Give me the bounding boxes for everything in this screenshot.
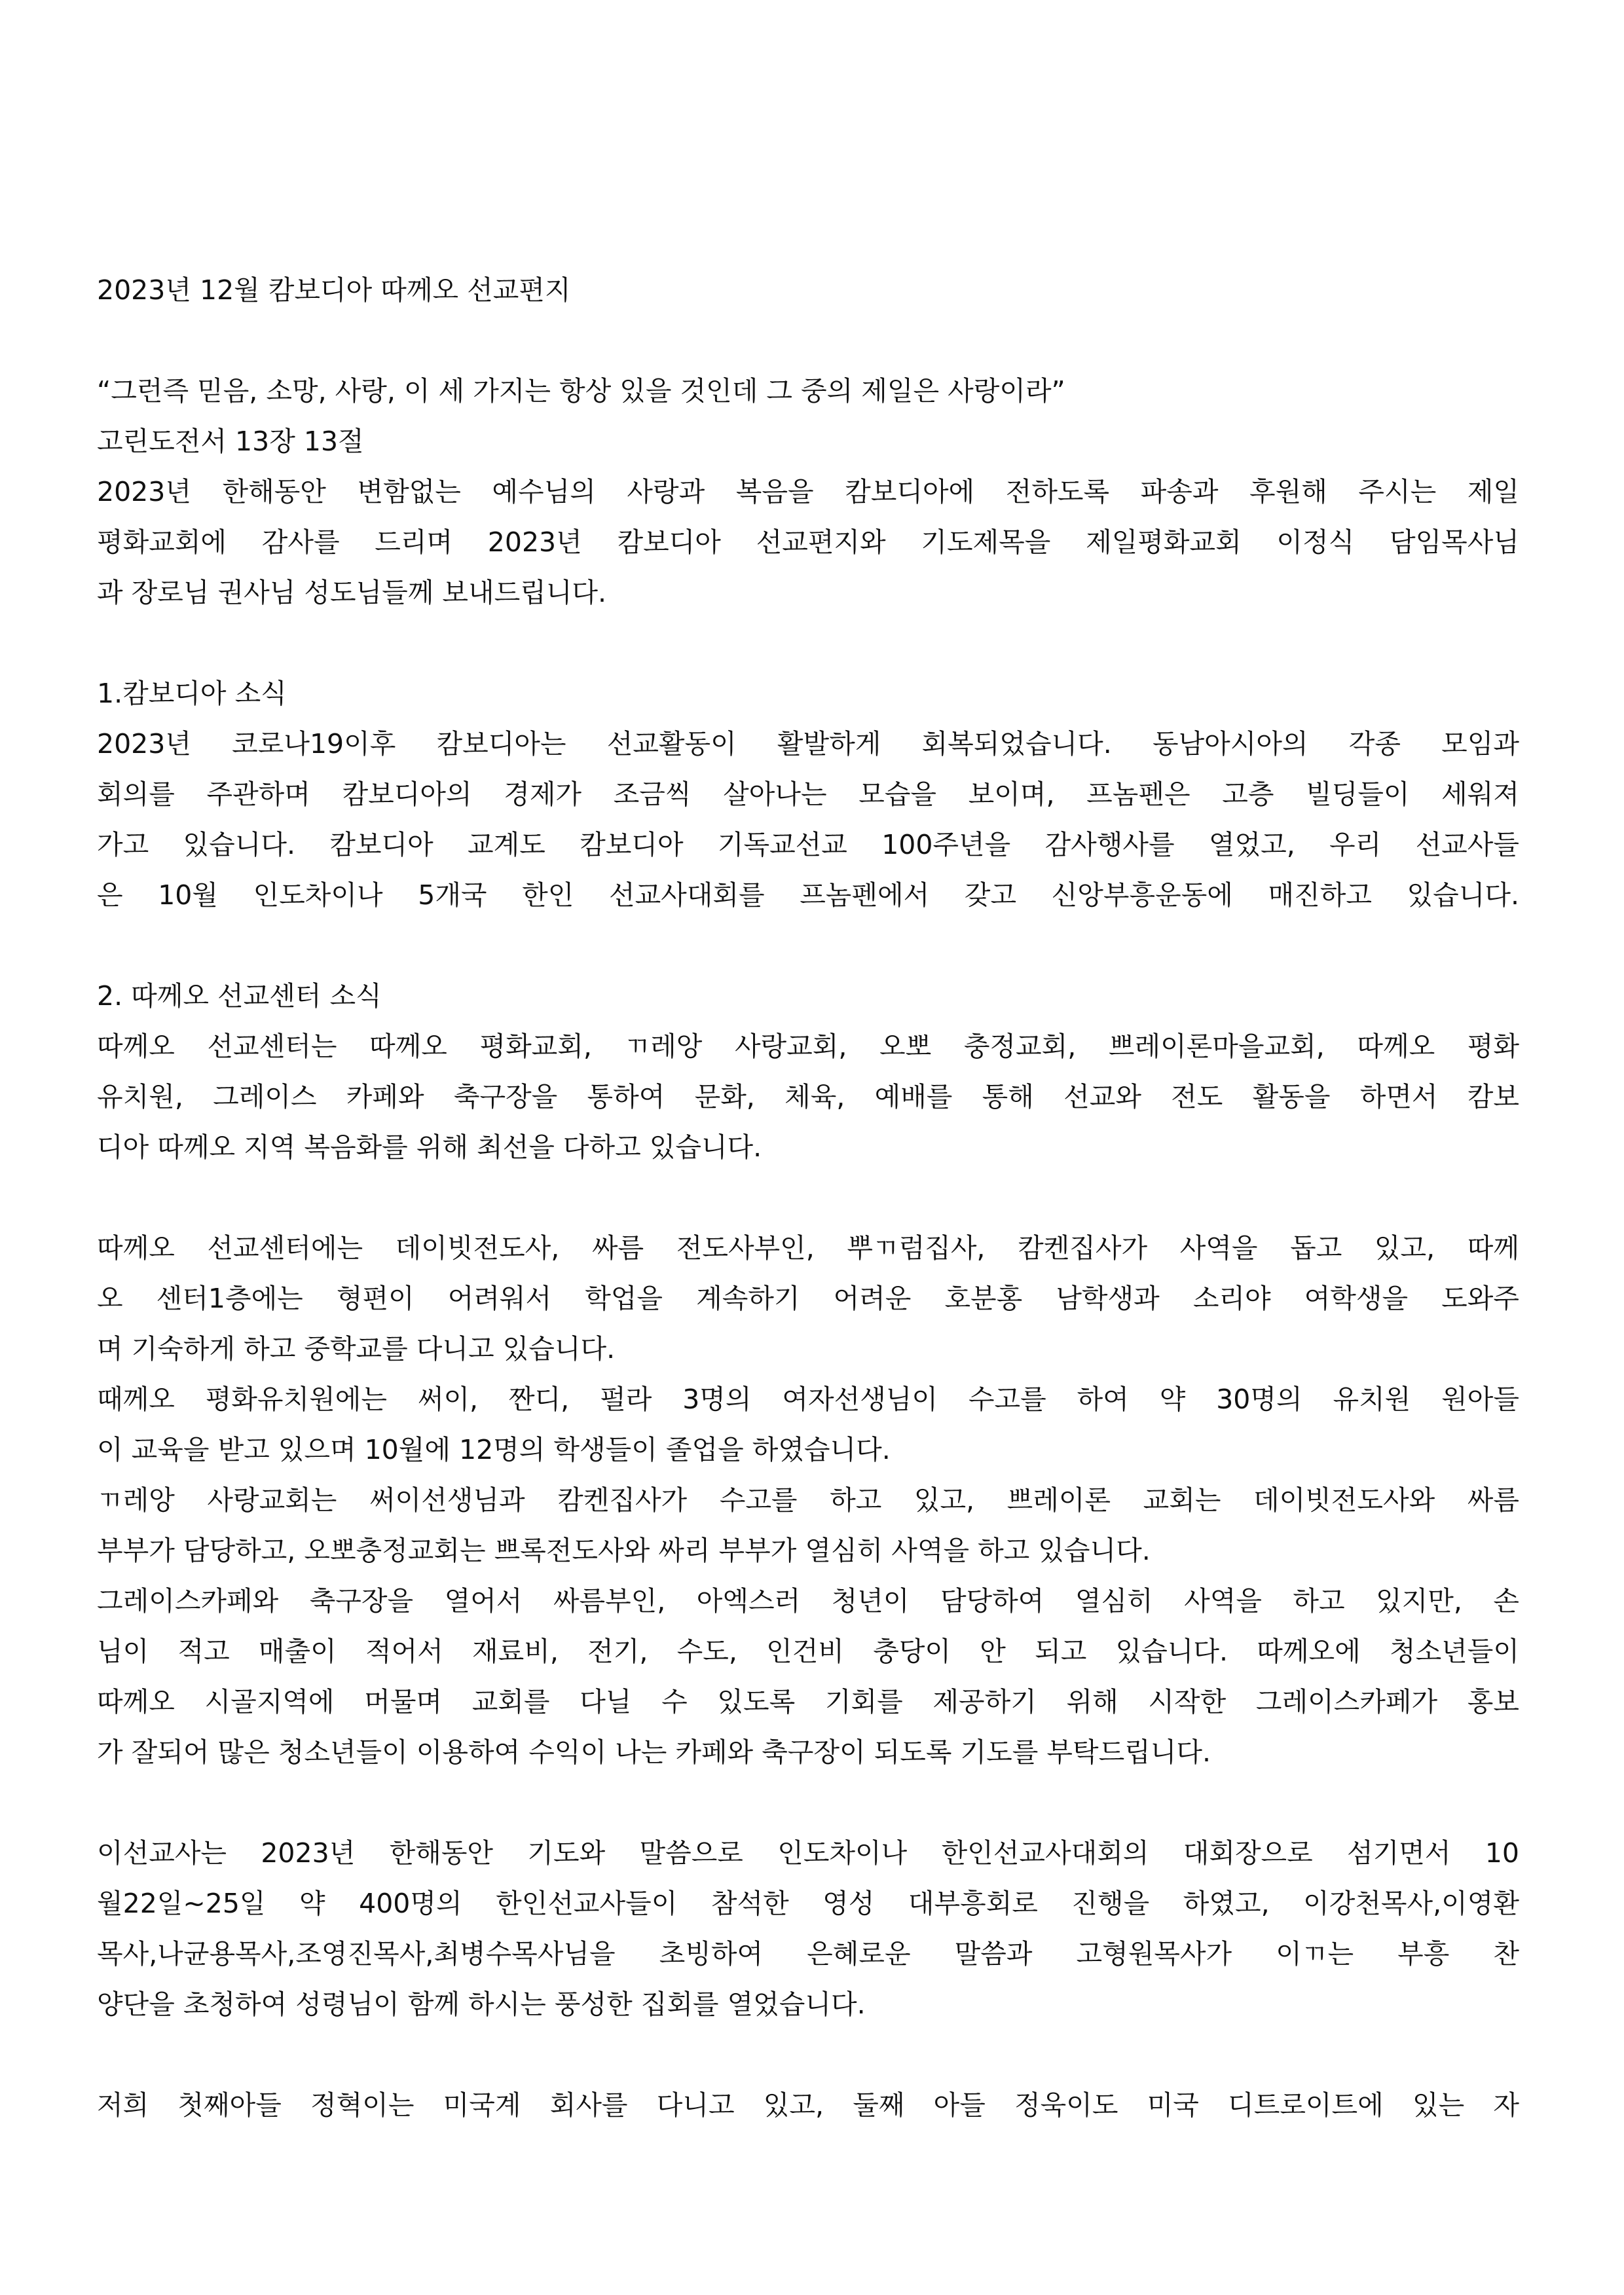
text-line: 2023년 한해동안 변함없는 예수님의 사랑과 복음을 캄보디아에 전하도록 파송과 후원해 주시는 제일 bbox=[97, 476, 1519, 507]
blank-line bbox=[97, 1173, 1519, 1223]
text-line: 목사,나균용목사,조영진목사,최병수목사님을 초빙하여 은혜로운 말씀과 고형원목사가 이ㄲ는 부흥 찬 bbox=[97, 1938, 1519, 1970]
text-line: 양단을 초청하여 성령님이 함께 하시는 풍성한 집회를 열었습니다. bbox=[97, 1989, 866, 2020]
section2-paragraph-3 bbox=[97, 1828, 1519, 2030]
text-line: 따께오 시골지역에 머물며 교회를 다닐 수 있도록 기회를 제공하기 위해 시작한 그레이스카페가 홍보 bbox=[97, 1686, 1519, 1717]
section2-paragraph-2 bbox=[97, 1223, 1519, 1778]
section2-paragraph-1 bbox=[97, 1021, 1519, 1173]
text-line: 저희 첫째아들 정혁이는 미국계 회사를 다니고 있고, 둘째 아들 정욱이도 미국 디트로이트에 있는 자 bbox=[97, 2089, 1519, 2121]
text-line: 월22일~25일 약 400명의 한인선교사들이 참석한 영성 대부흥회로 진행을 하였고, 이강천목사,이영환 bbox=[97, 1888, 1519, 1919]
text-line: 부부가 담당하고, 오뽀충정교회는 쁘록전도사와 싸리 부부가 열심히 사역을 하고 있습니다. bbox=[97, 1535, 1151, 1566]
intro-paragraph bbox=[97, 467, 1519, 618]
text-line: 유치원, 그레이스 카페와 축구장을 통하여 문화, 체육, 예배를 통해 선교와 전도 활동을 하면서 캄보 bbox=[97, 1081, 1519, 1112]
text-line: 이선교사는 2023년 한해동안 기도와 말씀으로 인도차이나 한인선교사대회의 대회장으로 섬기면서 10 bbox=[97, 1837, 1519, 1869]
section2-heading: 2. 따께오 선교센터 소식 bbox=[97, 980, 382, 1012]
text-line: 오 센터1층에는 형편이 어려워서 학업을 계속하기 어려운 호분홍 남학생과 소리야 여학생을 도와주 bbox=[97, 1283, 1519, 1314]
text-line: 평화교회에 감사를 드리며 2023년 캄보디아 선교편지와 기도제목을 제일평화교회 이정식 담임목사님 bbox=[97, 526, 1519, 558]
blank-line bbox=[97, 618, 1519, 669]
text-line: 가고 있습니다. 캄보디아 교계도 캄보디아 기독교선교 100주년을 감사행사를 열었고, 우리 선교사들 bbox=[97, 829, 1519, 860]
text-line: 그레이스카페와 축구장을 열어서 싸름부인, 아엑스러 청년이 담당하여 열심히 사역을 하고 있지만, 손 bbox=[97, 1585, 1519, 1617]
text-line: 따께오 선교센터에는 데이빗전도사, 싸름 전도사부인, 뿌ㄲ럼집사, 캄켄집사가 사역을 돕고 있고, 따께 bbox=[97, 1232, 1519, 1264]
verse-reference: 고린도전서 13장 13절 bbox=[97, 426, 364, 457]
blank-line bbox=[97, 316, 1519, 366]
section2-paragraph-4 bbox=[97, 2080, 1519, 2131]
section1-paragraph bbox=[97, 719, 1519, 921]
text-line: 회의를 주관하며 캄보디아의 경제가 조금씩 살아나는 모습을 보이며, 프놈펜은 고층 빌딩들이 세워져 bbox=[97, 779, 1519, 810]
blank-line bbox=[97, 1778, 1519, 1828]
verse-quote: “그런즉 믿음, 소망, 사랑, 이 세 가지는 항상 있을 것인데 그 중의 제일은 사랑이라” bbox=[97, 375, 1065, 407]
blank-line bbox=[97, 2030, 1519, 2080]
text-line: 가 잘되어 많은 청소년들이 이용하여 수익이 나는 카페와 축구장이 되도록 기도를 부탁드립니다. bbox=[97, 1736, 1211, 1768]
letter-page bbox=[97, 265, 1519, 2131]
text-line: 따께오 선교센터는 따께오 평화교회, ㄲ레앙 사랑교회, 오뽀 충정교회, 쁘레이론마을교회, 따께오 평화 bbox=[97, 1031, 1519, 1062]
text-line: 님이 적고 매출이 적어서 재료비, 전기, 수도, 인건비 충당이 안 되고 있습니다. 따께오에 청소년들이 bbox=[97, 1636, 1519, 1667]
text-line: 은 10월 인도차이나 5개국 한인 선교사대회를 프놈펜에서 갖고 신앙부흥운동에 매진하고 있습니다. bbox=[97, 879, 1519, 911]
text-line: 과 장로님 권사님 성도님들께 보내드립니다. bbox=[97, 577, 607, 608]
text-line: ㄲ레앙 사랑교회는 써이선생님과 캄켄집사가 수고를 하고 있고, 쁘레이론 교회는 데이빗전도사와 싸름 bbox=[97, 1484, 1519, 1516]
letter-title: 2023년 12월 캄보디아 따께오 선교편지 bbox=[97, 274, 571, 306]
text-line: 며 기숙하게 하고 중학교를 다니고 있습니다. bbox=[97, 1333, 616, 1365]
text-line: 디아 따께오 지역 복음화를 위해 최선을 다하고 있습니다. bbox=[97, 1131, 762, 1163]
text-line: 때께오 평화유치원에는 써이, 짠디, 펄라 3명의 여자선생님이 수고를 하여 약 30명의 유치원 원아들 bbox=[97, 1384, 1519, 1415]
blank-line bbox=[97, 921, 1519, 971]
text-line: 이 교육을 받고 있으며 10월에 12명의 학생들이 졸업을 하였습니다. bbox=[97, 1434, 891, 1465]
section1-heading: 1.캄보디아 소식 bbox=[97, 678, 287, 709]
text-line: 2023년 코로나19이후 캄보디아는 선교활동이 활발하게 회복되었습니다. 동남아시아의 각종 모임과 bbox=[97, 728, 1519, 760]
